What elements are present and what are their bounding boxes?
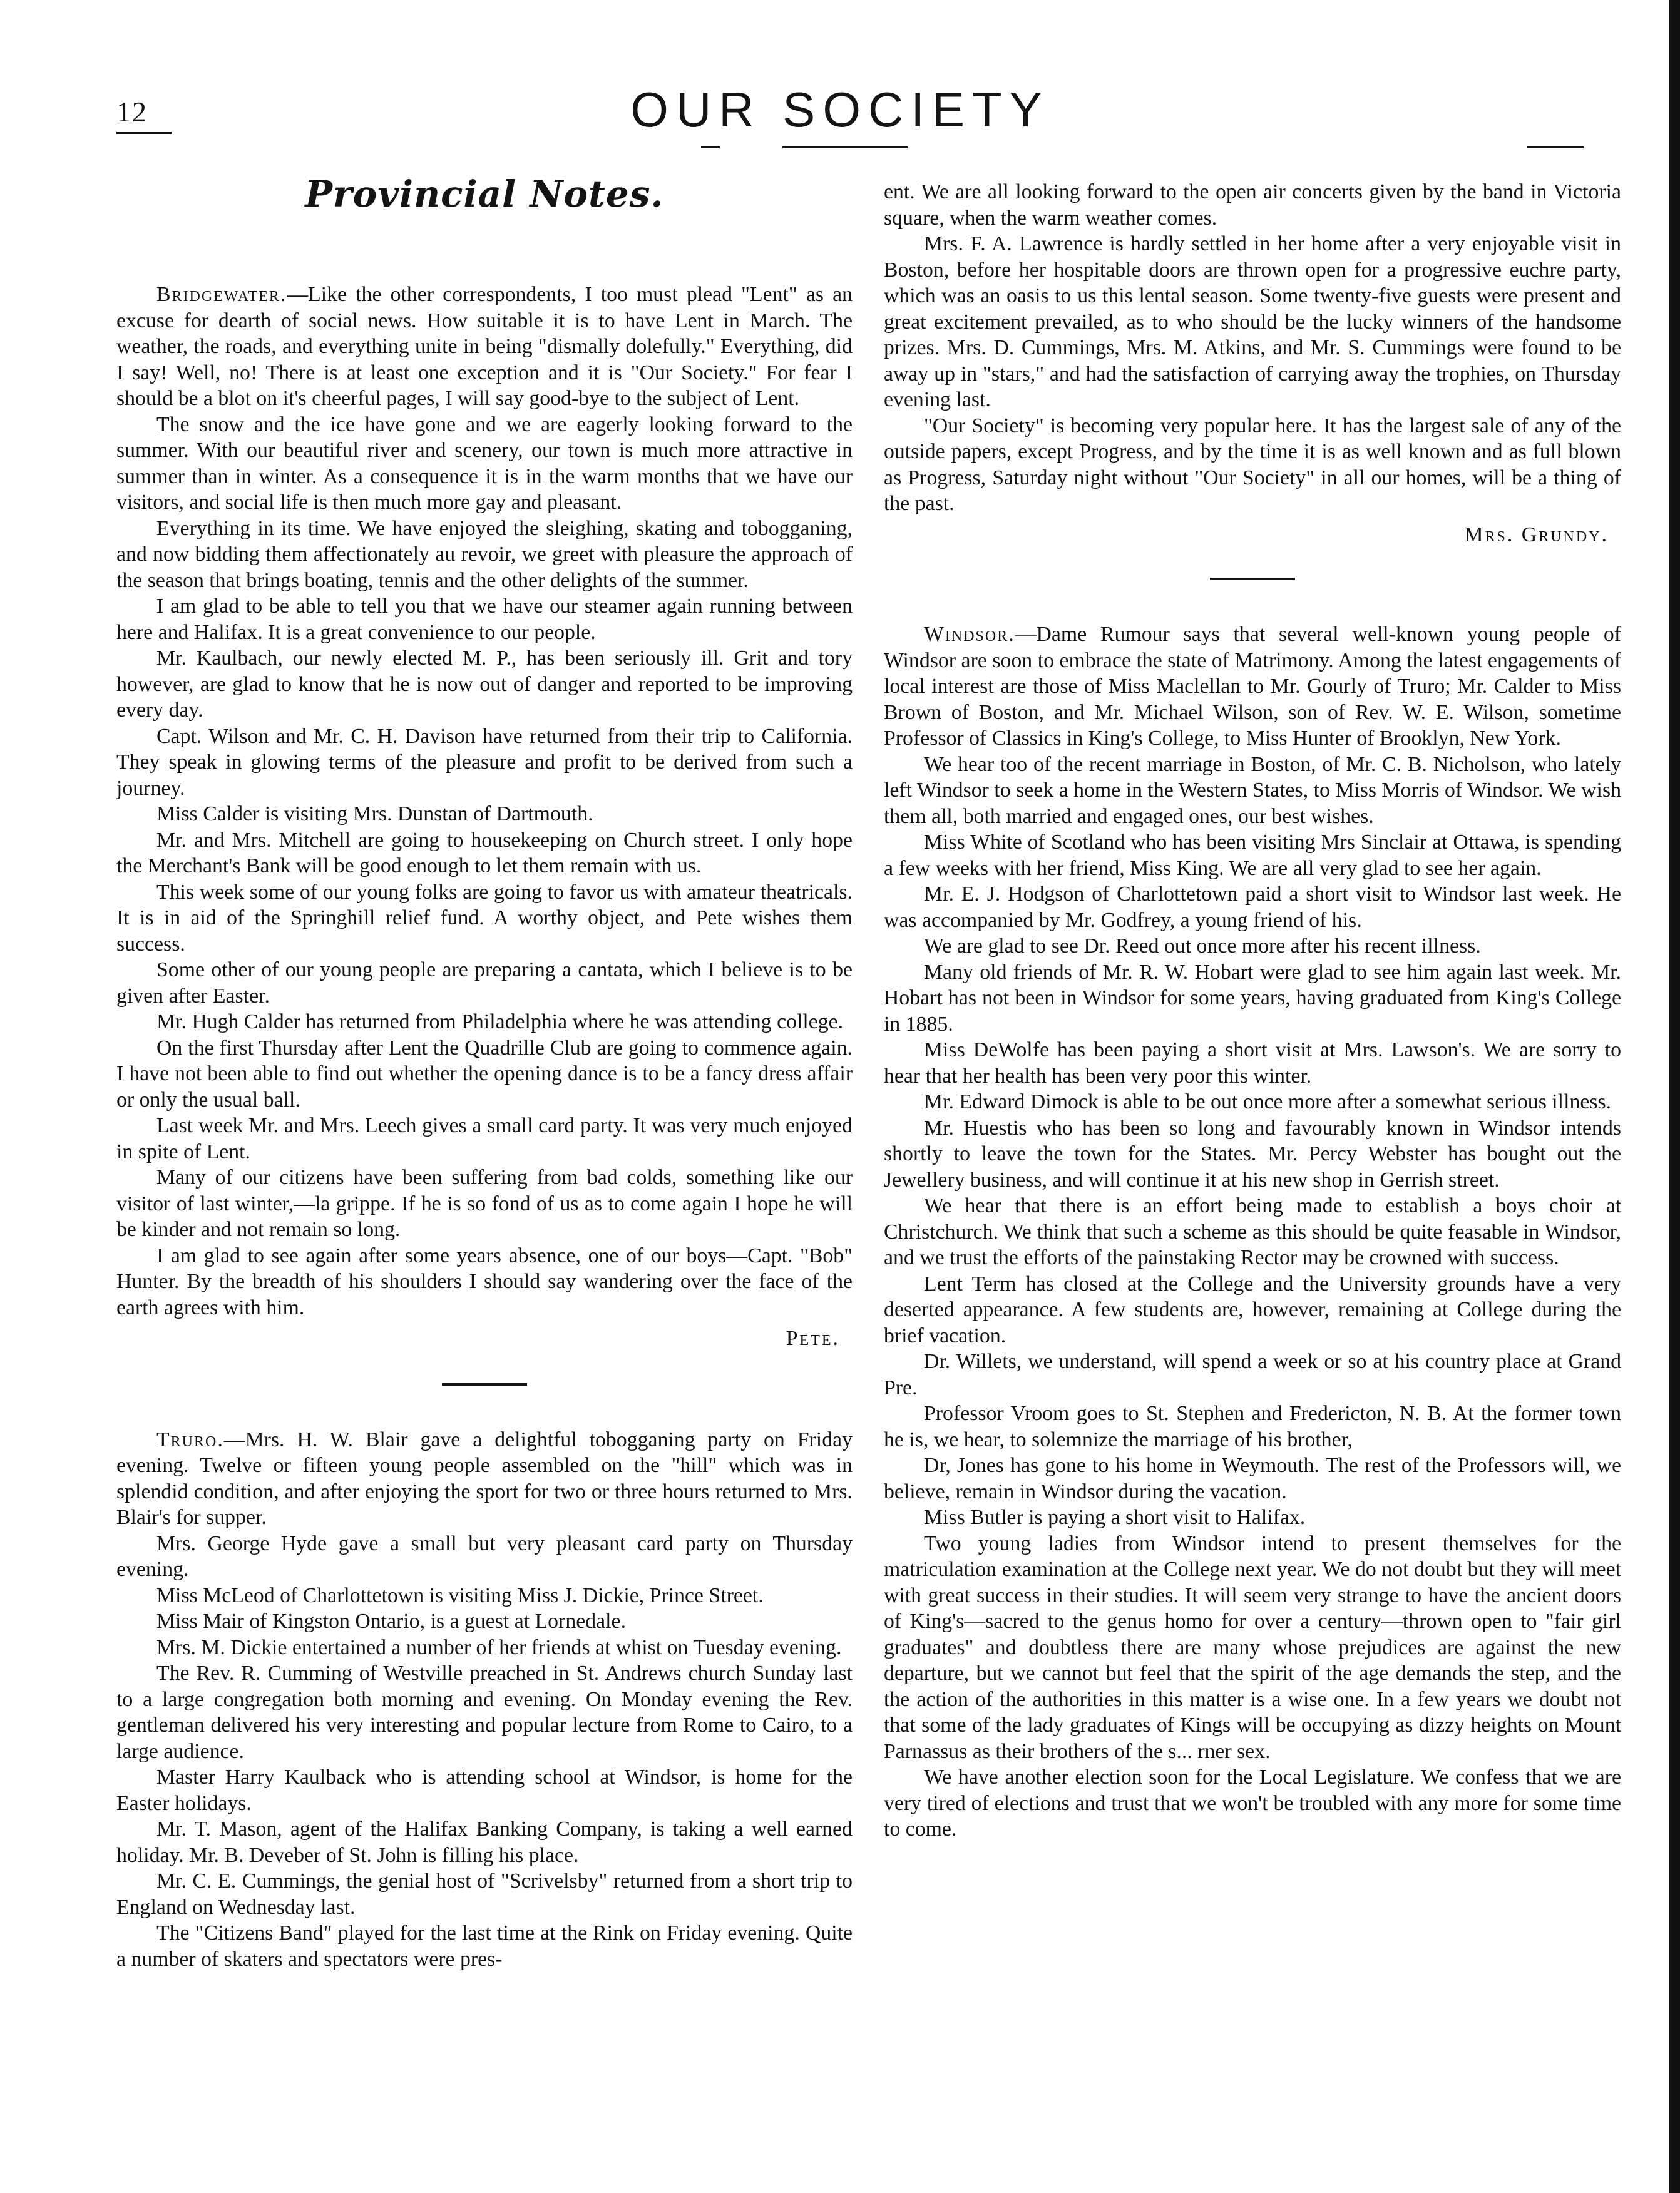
article-paragraph: Dr, Jones has gone to his home in Weymouth. The rest of the Professors will, we believe, remain in Windsor during the vacation. [884, 1454, 1621, 1503]
header-rule [701, 146, 720, 148]
article-paragraph: We hear too of the recent marriage in Boston, of Mr. C. B. Nicholson, who lately left Windsor to seek a home in the Western States, to Miss Morris of Windsor. We wish them all, both married and engaged ones, our best wishes. [884, 752, 1621, 828]
article-paragraph: Mr. and Mrs. Mitchell are going to housekeeping on Church street. I only hope the Merchant's Bank will be good enough to let them remain with us. [116, 828, 853, 877]
section-heading: Provincial Notes. [305, 173, 664, 215]
correspondent-signature: Mrs. Grundy. [1464, 523, 1609, 546]
article-paragraph: Mr. T. Mason, agent of the Halifax Banking Company, is taking a well earned holiday. Mr. B. Deveber of St. John is filling his place. [116, 1817, 853, 1867]
article-paragraph: Mr. Hugh Calder has returned from Philadelphia where he was attending college. [156, 1010, 844, 1033]
town-name: Truro. [156, 1428, 224, 1451]
page-number: 12 [116, 96, 148, 128]
article-paragraph: Mr. Kaulbach, our newly elected M. P., has been seriously ill. Grit and tory however, are glad to know that he is now out of danger and reported to be improving every day. [116, 647, 853, 722]
article-paragraph: Professor Vroom goes to St. Stephen and Fredericton, N. B. At the former town he is, we hear, to solemnize the marriage of his brother, [884, 1402, 1621, 1451]
article-paragraph: Some other of our young people are preparing a cantata, which I believe is to be given after Easter. [116, 958, 853, 1008]
publication-title: OUR SOCIETY [630, 82, 1050, 137]
article-paragraph: On the first Thursday after Lent the Quadrille Club are going to commence again. I have not been able to find out whether the opening dance is to be a fancy dress affair or only the usual ball. [116, 1036, 853, 1112]
article-paragraph: The Rev. R. Cumming of Westville preached in St. Andrews church Sunday last to a large congregation both morning and evening. On Monday evening the Rev. gentleman delivered his very interesting and popular lecture from Rome to Cairo, to a large audience. [116, 1662, 853, 1763]
article-paragraph: Mrs. George Hyde gave a small but very pleasant card party on Thursday evening. [116, 1531, 853, 1581]
town-name: Windsor. [924, 623, 1015, 646]
article-paragraph: This week some of our young folks are going to favor us with amateur theatricals. It is in aid of the Springhill relief fund. A worthy object, and Pete wishes them success. [116, 880, 853, 956]
article-paragraph: The "Citizens Band" played for the last time at the Rink on Friday evening. Quite a number of skaters and spectators were pres- [116, 1921, 853, 1971]
article-paragraph: Everything in its time. We have enjoyed the sleighing, skating and tobogganing, and now bidding them affectionately au revoir, we greet with pleasure the approach of the season that brings boating, tennis and the other delights of the summer. [116, 516, 853, 592]
right-column [884, 179, 1621, 1843]
article-paragraph: Many old friends of Mr. R. W. Hobart were glad to see him again last week. Mr. Hobart has not been in Windsor for some years, having graduated from King's College in 1885. [884, 960, 1621, 1036]
section-divider [442, 1383, 527, 1386]
article-paragraph: Truro.—Mrs. H. W. Blair gave a delightful tobogganing party on Friday evening. Twelve or fifteen young people assembled on the "hill" which was in splendid condition, and after enjoying the sport for two or three hours returned to Mrs. Blair's for supper. [116, 1428, 853, 1529]
article-paragraph: The snow and the ice have gone and we are eagerly looking forward to the summer. With our beautiful river and scenery, our town is much more attractive in summer than in winter. As a consequence it is in the warm months that we have our visitors, and social life is then much more gay and pleasant. [116, 412, 853, 514]
article-paragraph: Master Harry Kaulback who is attending school at Windsor, is home for the Easter holidays. [116, 1766, 853, 1815]
article-paragraph: Mrs. F. A. Lawrence is hardly settled in her home after a very enjoyable visit in Boston, before her hospitable doors are thrown open for a progressive euchre party, which was an oasis to us this lental season. Some twenty-five guests were present and great excitement prevailed, as to who should be the lucky winners of the handsome prizes. Mrs. D. Cummings, Mrs. M. Atkins, and Mr. S. Cummings were found to be away up in "stars," and had the satisfaction of carrying away the trophies, on Thursday evening last. [884, 232, 1621, 411]
town-name: Bridgewater. [156, 283, 287, 306]
article-paragraph: We are glad to see Dr. Reed out once more after his recent illness. [924, 934, 1481, 958]
article-paragraph: Mr. E. J. Hodgson of Charlottetown paid a short visit to Windsor last week. He was accompanied by Mr. Godfrey, a young friend of his. [884, 882, 1621, 932]
article-paragraph: ent. We are all looking forward to the open air concerts given by the band in Victoria square, when the warm weather comes. [884, 180, 1621, 230]
article-paragraph: Lent Term has closed at the College and the University grounds have a very deserted appearance. A few students are, however, remaining at College during the brief vacation. [884, 1272, 1621, 1347]
page-edge-shadow [1669, 0, 1680, 2193]
article-paragraph: Dr. Willets, we understand, will spend a week or so at his country place at Grand Pre. [884, 1350, 1621, 1399]
article-paragraph: Windsor.—Dame Rumour says that several well-known young people of Windsor are soon to embrace the state of Matrimony. Among the latest engagements of local interest are those of Miss Maclellan to Mr. Gourly of Truro; Mr. Calder to Miss Brown of Boston, and Mr. Michael Wilson, son of Rev. W. E. Wilson, sometime Professor of Classics in King's College, to Miss Hunter of Brooklyn, New York. [884, 623, 1621, 750]
article-paragraph: Two young ladies from Windsor intend to present themselves for the matriculation examination at the College next year. We do not doubt but they will meet with great success in their studies. It will seem very strange to have the ancient doors of King's—sacred to the genus homo for over a century—thrown open to "fair girl graduates" and doubtless there are many whose prejudices are against the new departure, but we cannot but feel that the spirit of the age demands the step, and the the action of the authorities in this matter is a wise one. In a few years we doubt not that some of the lady graduates of Kings will be occupying as dizzy heights on Mount Parnassus as their brothers of the s... rner sex. [884, 1531, 1621, 1763]
article-paragraph: Capt. Wilson and Mr. C. H. Davison have returned from their trip to California. They speak in glowing terms of the pleasure and profit to be derived from such a journey. [116, 724, 853, 800]
section-divider [1210, 578, 1295, 580]
article-paragraph: Mrs. M. Dickie entertained a number of her friends at whist on Tuesday evening. [156, 1635, 842, 1659]
article-paragraph: We have another election soon for the Local Legislature. We confess that we are very tired of elections and trust that we won't be troubled with any more for some time to come. [884, 1766, 1621, 1841]
left-column [116, 174, 853, 1972]
article-paragraph: "Our Society" is becoming very popular here. It has the largest sale of any of the outside papers, except Progress, and by the time it is as well known and as full blown as Progress, Saturday night without "Our Society" in all our homes, will be a thing of the past. [884, 414, 1621, 515]
article-paragraph: Miss Mair of Kingston Ontario, is a guest at Lornedale. [156, 1610, 626, 1633]
article-paragraph: I am glad to be able to tell you that we have our steamer again running between here and Halifax. It is a great convenience to our people. [116, 595, 853, 644]
article-paragraph: Miss White of Scotland who has been visiting Mrs Sinclair at Ottawa, is spending a few weeks with her friend, Miss King. We are all very glad to see her again. [884, 831, 1621, 880]
correspondent-signature: Pete. [786, 1327, 840, 1350]
article-paragraph: I am glad to see again after some years absence, one of our boys—Capt. "Bob" Hunter. By the breadth of his shoulders I should say wandering over the face of the earth agrees with him. [116, 1244, 853, 1319]
article-paragraph: Bridgewater.—Like the other correspondents, I too must plead "Lent" as an excuse for dearth of social news. How suitable it is to have Lent in March. The weather, the roads, and everything unite in being "dismally dolefully." Everything, did I say! Well, no! There is at least one exception and it is "Our Society." For fear I should be a blot on it's cheerful pages, I will say good-bye to the subject of Lent. [116, 283, 853, 410]
article-paragraph: Many of our citizens have been suffering from bad colds, something like our visitor of last winter,—la grippe. If he is so fond of us as to come again I hope he will be kinder and not remain so long. [116, 1166, 853, 1241]
article-paragraph: We hear that there is an effort being made to establish a boys choir at Christchurch. We think that such a scheme as this should be quite feasable in Windsor, and we trust the efforts of the painstaking Rector may be crowned with success. [884, 1194, 1621, 1269]
article-paragraph: Miss McLeod of Charlottetown is visiting Miss J. Dickie, Prince Street. [156, 1583, 764, 1607]
header-rule [1527, 146, 1584, 148]
article-paragraph: Miss DeWolfe has been paying a short visit at Mrs. Lawson's. We are sorry to hear that her health has been very poor this winter. [884, 1038, 1621, 1088]
header-rule [782, 146, 908, 148]
article-paragraph: Mr. C. E. Cummings, the genial host of "Scrivelsby" returned from a short trip to England on Wednesday last. [116, 1869, 853, 1919]
article-paragraph: Mr. Huestis who has been so long and favourably known in Windsor intends shortly to leave the town for the States. Mr. Percy Webster has bought out the Jewellery business, and will continue it at his new shop in Gerrish street. [884, 1116, 1621, 1192]
article-paragraph: Miss Calder is visiting Mrs. Dunstan of Dartmouth. [156, 802, 593, 826]
article-paragraph: Mr. Edward Dimock is able to be out once more after a somewhat serious illness. [924, 1090, 1612, 1113]
article-paragraph: Miss Butler is paying a short visit to Halifax. [924, 1506, 1306, 1529]
article-paragraph: Last week Mr. and Mrs. Leech gives a small card party. It was very much enjoyed in spite of Lent. [116, 1114, 853, 1163]
